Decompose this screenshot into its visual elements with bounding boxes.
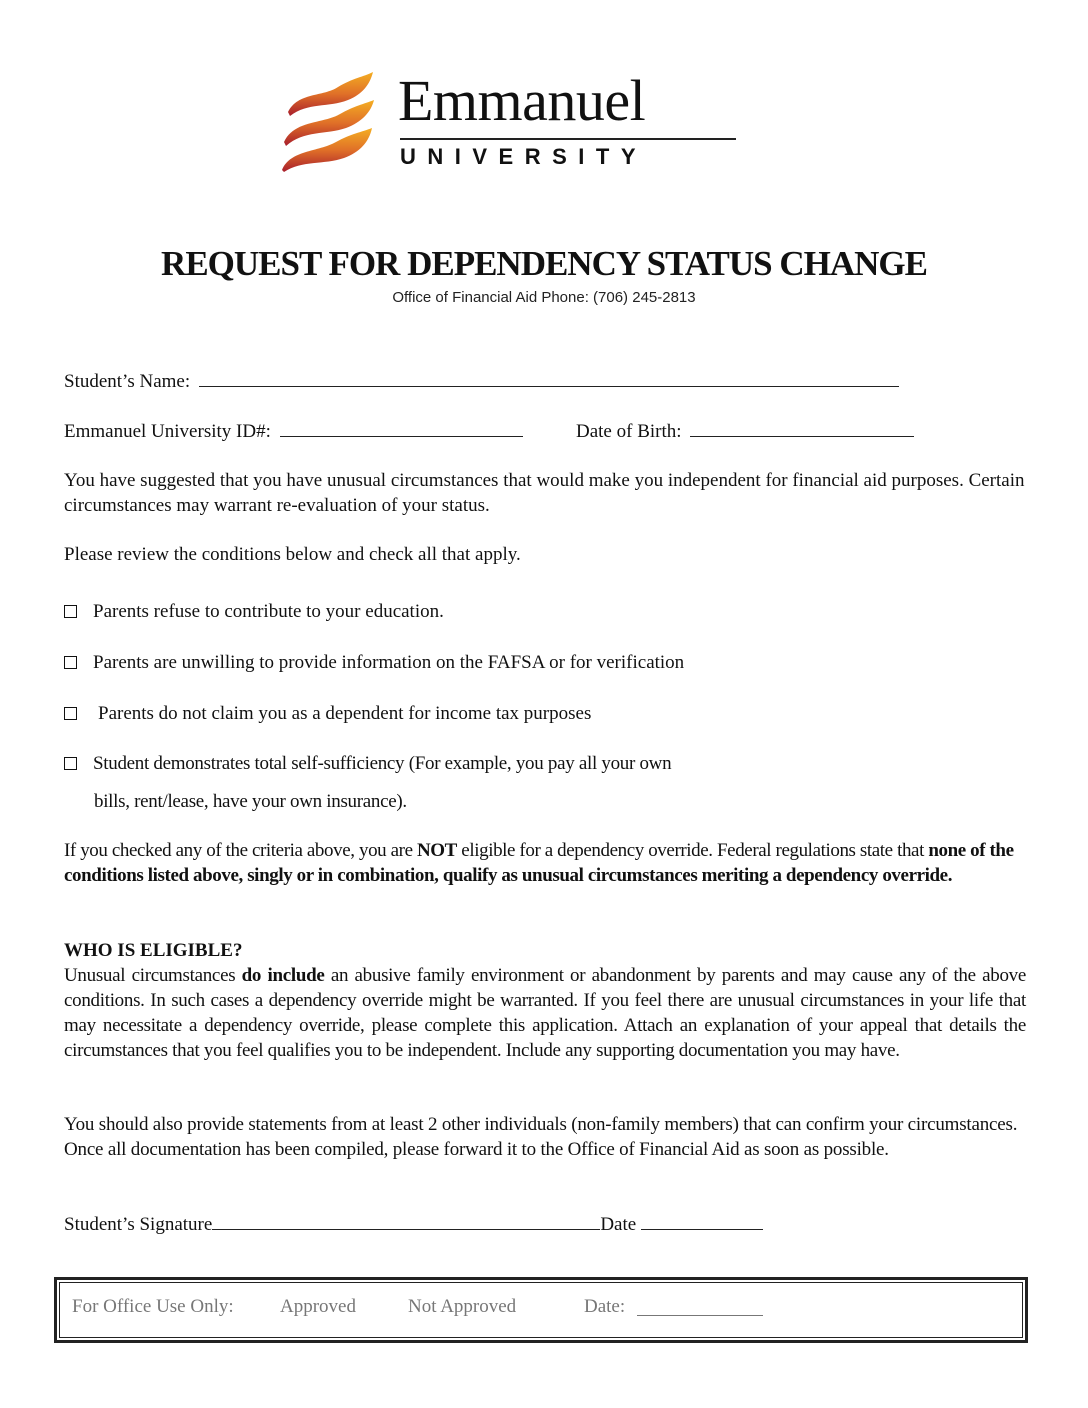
eligible-emphasis: do include	[241, 965, 325, 986]
eligible-paragraph	[64, 963, 1026, 1063]
condition-continuation: bills, rent/lease, have your own insurance).	[94, 791, 407, 812]
condition-label: Parents are unwilling to provide information on the FAFSA or for verification	[93, 652, 685, 673]
office-date-label: Date:	[584, 1296, 626, 1317]
logo-wordmark: Emmanuel	[398, 68, 646, 133]
signature-label: Student’s Signature	[64, 1214, 213, 1235]
warning-emphasis: NOT	[416, 840, 457, 861]
condition-label: Parents refuse to contribute to your education.	[93, 601, 444, 622]
warning-paragraph	[64, 838, 1026, 888]
id-field[interactable]	[280, 418, 523, 437]
signature-date-label: Date	[600, 1214, 637, 1235]
intro-paragraph: You have suggested that you have unusual circumstances that would make you independent for financial aid purposes. Certain circumstances may warrant re-evaluation of your status.	[64, 470, 1025, 516]
eligible-text: an abusive family environment or abandonment by parents and may cause any of the above conditions. In such cases a dependency override might be warranted. If you feel there are unusual circumstances in your life that may necessitate a dependency override, please complete this application. Attach an explanation of your appeal that details the circumstances that you feel qualifies you to be independent. Include any supporting documentation you may have.	[64, 965, 1026, 1061]
condition-item[interactable]	[64, 650, 684, 675]
logo-divider	[400, 138, 736, 140]
signature-field[interactable]	[212, 1211, 600, 1230]
checkbox[interactable]	[64, 605, 77, 618]
logo-subtitle: UNIVERSITY	[400, 144, 648, 169]
warning-emphasis: none of the conditions listed above, singly or in combination, qualify as unusual circumstances meriting a dependency override.	[64, 840, 1014, 886]
office-use-box	[54, 1277, 1028, 1343]
flame-icon	[278, 72, 378, 172]
condition-label: Parents do not claim you as a dependent for income tax purposes	[98, 703, 592, 724]
office-use-label: For Office Use Only:	[72, 1296, 234, 1317]
eligible-heading: WHO IS ELIGIBLE?	[64, 940, 243, 961]
instruction-text: Please review the conditions below and check all that apply.	[64, 544, 521, 565]
dob-label: Date of Birth:	[576, 421, 682, 442]
dob-row	[576, 418, 914, 444]
university-logo	[278, 70, 748, 180]
signature-row	[64, 1211, 763, 1237]
warning-text: eligible for a dependency override. Federal regulations state that	[456, 840, 929, 861]
student-name-label: Student’s Name:	[64, 371, 191, 392]
checkbox[interactable]	[64, 757, 77, 770]
condition-item[interactable]	[64, 751, 671, 776]
office-date-field[interactable]	[637, 1296, 763, 1316]
eligible-text: Unusual circumstances	[64, 965, 242, 986]
dob-field[interactable]	[690, 418, 914, 437]
student-name-row	[64, 368, 899, 394]
condition-label: Student demonstrates total self-sufficiency (For example, you pay all your own	[93, 753, 672, 774]
condition-item[interactable]	[64, 599, 444, 624]
id-row	[64, 418, 523, 444]
condition-item[interactable]	[64, 701, 591, 726]
office-phone: Office of Financial Aid Phone: (706) 245-2813	[392, 289, 696, 306]
checkbox[interactable]	[64, 656, 77, 669]
statements-paragraph: You should also provide statements from at least 2 other individuals (non-family members) that can confirm your circumstances. Once all documentation has been compiled, please forward it to the Office of Financial Aid as soon as possible.	[64, 1114, 1018, 1160]
checkbox[interactable]	[64, 707, 77, 720]
office-use-inner	[59, 1282, 1023, 1338]
page-title: REQUEST FOR DEPENDENCY STATUS CHANGE	[161, 244, 927, 283]
not-approved-option[interactable]: Not Approved	[408, 1296, 517, 1317]
id-label: Emmanuel University ID#:	[64, 421, 271, 442]
approved-option[interactable]: Approved	[280, 1296, 356, 1317]
student-name-field[interactable]	[199, 368, 899, 387]
warning-text: If you checked any of the criteria above, you are	[64, 840, 417, 861]
signature-date-field[interactable]	[641, 1211, 763, 1230]
